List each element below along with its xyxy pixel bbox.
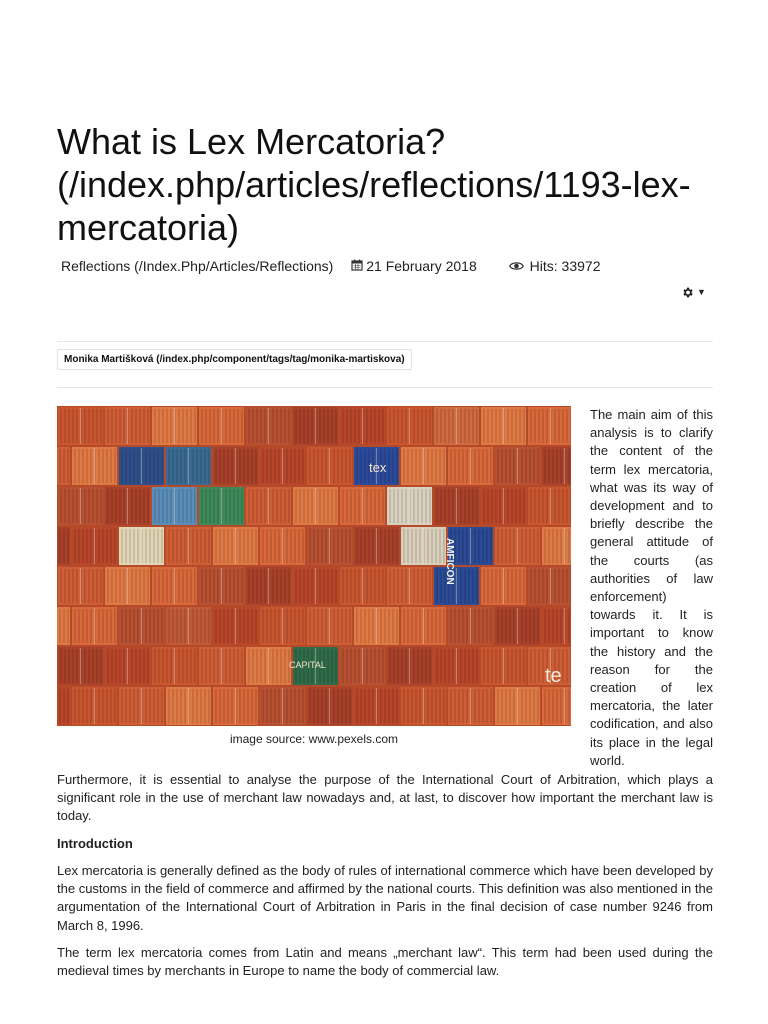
hits-count — [509, 258, 615, 274]
article-title — [57, 120, 717, 249]
article-tools-dropdown[interactable] — [681, 284, 706, 300]
article-title-link[interactable]: What is Lex Mercatoria? (/index.php/articles/reflections/1193-lex-mercatoria) — [57, 121, 691, 248]
intro-side-text: The main aim of this analysis is to clarify the content of the term lex mercatoria, what was its way of development and to briefly describe the general attitude of the courts (as authorities of law enforcement) towards it. It is important to know the history and the reason for the creation of lex mercatoria, the later codification, and also its place in the legal world. — [590, 407, 713, 768]
calendar-icon — [351, 259, 363, 271]
publish-date-text: 21 February 2018 — [366, 258, 477, 274]
section-heading-introduction: Introduction — [57, 836, 133, 851]
image-caption: image source: www.pexels.com — [229, 732, 399, 746]
container-label-amficon: AMFICON — [444, 538, 455, 585]
author-tag[interactable]: Monika Martišková (/index.php/component/tags/tag/monika-martiskova) — [57, 349, 412, 370]
container-label-te: te — [545, 665, 562, 687]
category-link[interactable]: Reflections (/Index.Php/Articles/Reflections) — [61, 258, 334, 274]
hits-text: Hits: 33972 — [529, 258, 601, 274]
container-door — [528, 487, 571, 525]
article-meta — [61, 258, 628, 274]
container-label-tex: tex — [369, 460, 387, 475]
paragraph-etymology: The term lex mercatoria comes from Latin and means „merchant law“. This term had been used during the medieval times by merchants in Europe to name the body of commercial law. — [57, 945, 713, 979]
publish-date — [351, 258, 494, 274]
article-figure — [57, 406, 571, 746]
divider-top — [57, 341, 713, 342]
intro-continued: Furthermore, it is essential to analyse the purpose of the International Court of Arbitration, which plays a significant role in the use of merchant law nowadays and, at last, to discover how important the merchant law is today. — [57, 772, 713, 824]
chevron-down-icon: ▼ — [697, 287, 706, 297]
paragraph-definition: Lex mercatoria is generally defined as the body of rules of international commerce which have been developed by the customs in the field of commerce and affirmed by the national courts. This definition was also mentioned in the argumentation of the International Court of Arbitration in Paris in the final decision of case number 9246 from March 8, 1996. — [57, 863, 713, 933]
container-door — [528, 567, 571, 605]
container-door — [528, 407, 571, 445]
shipping-containers-image — [57, 406, 571, 726]
divider-bottom — [57, 387, 713, 388]
gear-icon — [681, 286, 694, 299]
container-label-capital: CAPITAL — [289, 660, 326, 670]
eye-icon — [509, 261, 524, 271]
